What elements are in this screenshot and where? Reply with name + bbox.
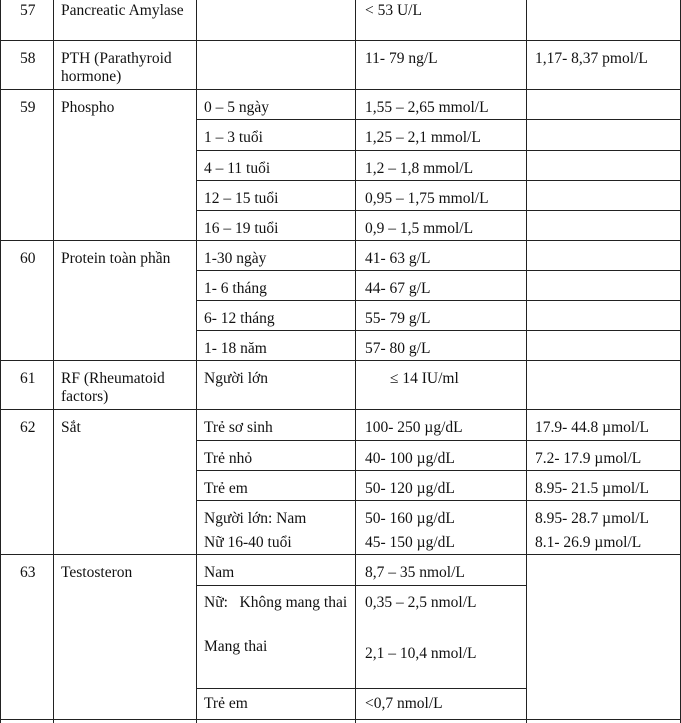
row-number: 63 xyxy=(20,564,36,581)
reference-value: <0,7 nmol/L xyxy=(365,695,443,712)
reference-value: ≤ 14 IU/ml xyxy=(390,370,459,387)
age-group: 4 – 11 tuổi xyxy=(204,160,271,177)
age-group: Trẻ em xyxy=(204,695,248,712)
si-value: 8.95- 21.5 µmol/L xyxy=(535,480,649,497)
column-divider xyxy=(0,0,1,723)
subrow-divider xyxy=(196,585,526,586)
reference-value: 1,2 – 1,8 mmol/L xyxy=(365,160,474,177)
row-number: 58 xyxy=(20,50,36,67)
age-group: 16 – 19 tuổi xyxy=(204,220,279,237)
reference-value: 50- 160 µg/dL xyxy=(365,510,455,527)
subrow-divider xyxy=(196,300,681,301)
reference-value: 11- 79 ng/L xyxy=(365,50,438,67)
age-group: 1-30 ngày xyxy=(204,250,267,267)
age-group: Trẻ sơ sinh xyxy=(204,419,273,436)
subrow-divider xyxy=(196,470,681,471)
si-value: 1,17- 8,37 pmol/L xyxy=(535,50,648,67)
age-group: Mang thai xyxy=(204,638,268,655)
column-divider xyxy=(526,0,527,723)
subrow-divider xyxy=(196,180,681,181)
subrow-divider xyxy=(196,330,681,331)
row-divider xyxy=(0,240,681,241)
si-value: 8.1- 26.9 µmol/L xyxy=(535,534,642,551)
column-divider xyxy=(196,0,197,723)
si-value: 17.9- 44.8 µmol/L xyxy=(535,419,649,436)
column-divider xyxy=(53,0,54,723)
subrow-divider xyxy=(196,150,681,151)
si-value: 7.2- 17.9 µmol/L xyxy=(535,450,642,467)
reference-value: 50- 120 µg/dL xyxy=(365,480,455,497)
row-number: 60 xyxy=(20,250,36,267)
si-value: 8.95- 28.7 µmol/L xyxy=(535,510,649,527)
row-divider xyxy=(0,409,681,410)
age-group: Nữ: Không mang thai xyxy=(204,594,348,611)
reference-value: 40- 100 µg/dL xyxy=(365,450,455,467)
reference-value: 41- 63 g/L xyxy=(365,250,431,267)
age-group: 1- 18 năm xyxy=(204,340,267,357)
test-name: Testosteron xyxy=(61,564,133,581)
subrow-divider xyxy=(196,119,681,120)
reference-value: 57- 80 g/L xyxy=(365,340,431,357)
age-group: Nam xyxy=(204,564,235,581)
row-divider xyxy=(0,360,681,361)
age-group: Người lớn: Nam xyxy=(204,510,307,527)
row-divider xyxy=(0,89,681,90)
age-group: Trẻ nhỏ xyxy=(204,450,253,467)
test-name: Protein toàn phần xyxy=(61,250,171,267)
test-name: RF (Rheumatoid factors) xyxy=(61,370,165,405)
row-number: 57 xyxy=(20,2,36,19)
age-group: 6- 12 tháng xyxy=(204,310,275,327)
reference-value: 45- 150 µg/dL xyxy=(365,534,455,551)
reference-value: 8,7 – 35 nmol/L xyxy=(365,564,465,581)
age-group: 1- 6 tháng xyxy=(204,280,267,297)
age-group: Người lớn xyxy=(204,370,268,387)
row-divider xyxy=(0,719,681,720)
row-number: 61 xyxy=(20,370,36,387)
age-group: 12 – 15 tuổi xyxy=(204,190,279,207)
reference-value: 0,95 – 1,75 mmol/L xyxy=(365,190,489,207)
age-group: Nữ 16-40 tuổi xyxy=(204,534,292,551)
test-name: Phospho xyxy=(61,99,115,116)
test-name: PTH (Parathyroid hormone) xyxy=(61,50,172,85)
reference-value: 44- 67 g/L xyxy=(365,280,431,297)
subrow-divider xyxy=(196,210,681,211)
reference-value: < 53 U/L xyxy=(365,2,422,19)
age-group: 0 – 5 ngày xyxy=(204,99,270,116)
reference-value: 2,1 – 10,4 nmol/L xyxy=(365,645,477,662)
age-group: Trẻ em xyxy=(204,480,248,497)
row-divider xyxy=(0,554,681,555)
age-group: 1 – 3 tuổi xyxy=(204,129,263,146)
column-divider xyxy=(355,0,356,723)
subrow-divider xyxy=(196,440,681,441)
subrow-divider xyxy=(196,688,526,689)
test-name: Pancreatic Amylase xyxy=(61,2,184,19)
test-name: Sắt xyxy=(61,419,81,436)
row-divider xyxy=(0,40,681,41)
reference-value: 1,25 – 2,1 mmol/L xyxy=(365,129,481,146)
reference-value: 1,55 – 2,65 mmol/L xyxy=(365,99,489,116)
reference-value: 55- 79 g/L xyxy=(365,310,431,327)
subrow-divider xyxy=(196,500,681,501)
reference-value: 100- 250 µg/dL xyxy=(365,419,463,436)
reference-value: 0,9 – 1,5 mmol/L xyxy=(365,220,474,237)
row-number: 62 xyxy=(20,419,36,436)
reference-value: 0,35 – 2,5 nmol/L xyxy=(365,594,477,611)
row-number: 59 xyxy=(20,99,36,116)
subrow-divider xyxy=(196,270,681,271)
